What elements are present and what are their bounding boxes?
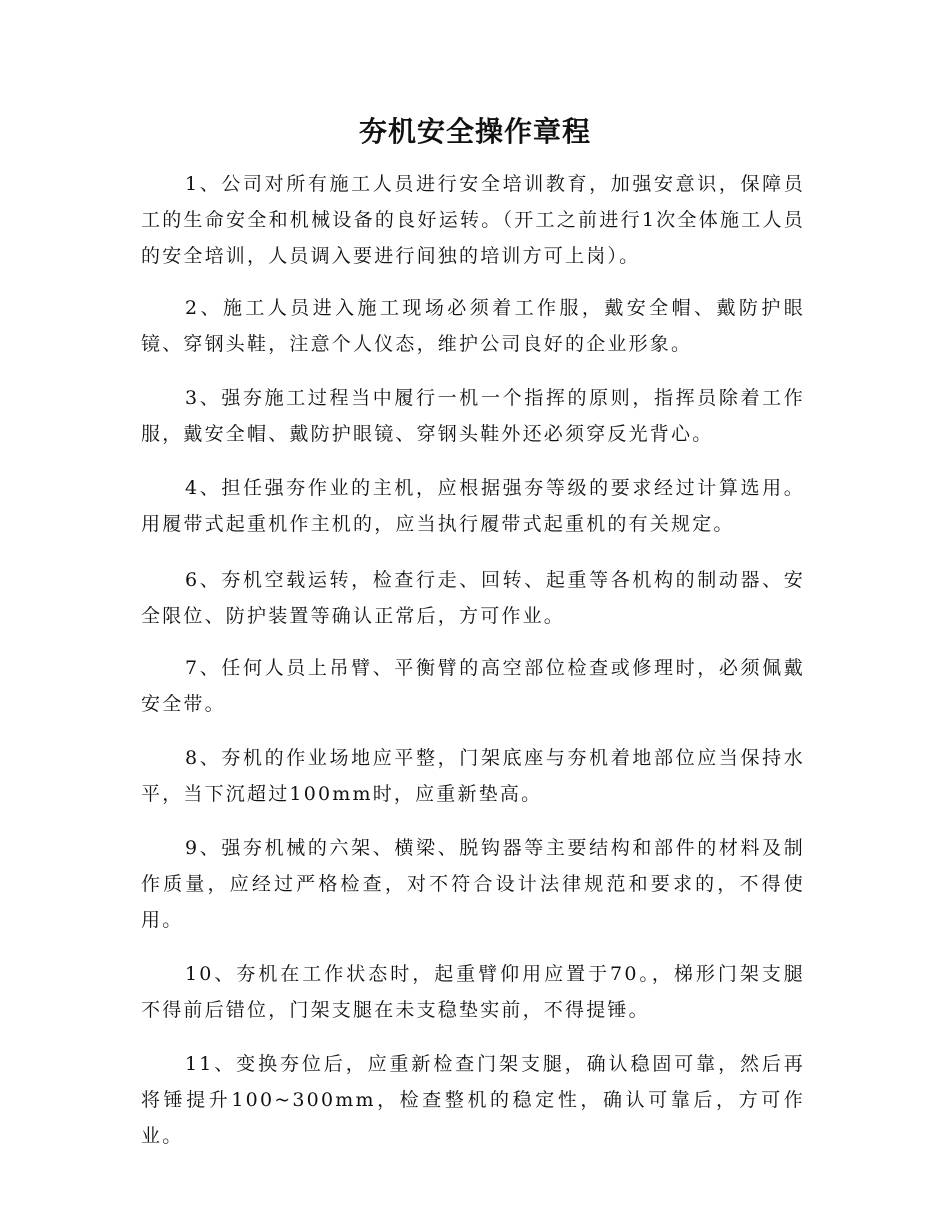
paragraph-6: 6、夯机空载运转，检查行走、回转、起重等各机构的制动器、安全限位、防护装置等确认正常后，方可作业。 (141, 569, 805, 627)
document-title: 夯机安全操作章程 (358, 115, 591, 148)
paragraph-3: 3、强夯施工过程当中履行一机一个指挥的原则，指挥员除着工作服，戴安全帽、戴防护眼镜、穿钢头鞋外还必须穿反光背心。 (141, 387, 805, 445)
paragraph-11: 11、变换夯位后，应重新检查门架支腿，确认稳固可靠，然后再将锤提升100~300mm，检查整机的稳定性，确认可靠后，方可作业。 (141, 1053, 805, 1147)
paragraph-8: 8、夯机的作业场地应平整，门架底座与夯机着地部位应当保持水平，当下沉超过100mm时，应重新垫高。 (141, 747, 805, 805)
paragraph-10: 10、夯机在工作状态时，起重臂仰用应置于70。，梯形门架支腿不得前后错位，门架支腿在未支稳垫实前，不得提锤。 (141, 963, 805, 1021)
paragraph-9: 9、强夯机械的六架、横梁、脱钩器等主要结构和部件的材料及制作质量，应经过严格检查，对不符合设计法律规范和要求的，不得使用。 (141, 837, 805, 931)
paragraph-4: 4、担任强夯作业的主机，应根据强夯等级的要求经过计算选用。用履带式起重机作主机的，应当执行履带式起重机的有关规定。 (141, 477, 805, 535)
paragraph-1: 1、公司对所有施工人员进行安全培训教育，加强安意识，保障员工的生命安全和机械设备的良好运转。（开工之前进行1次全体施工人员的安全培训，人员调入要进行间独的培训方可上岗）。 (141, 173, 805, 267)
paragraph-2: 2、施工人员进入施工现场必须着工作服，戴安全帽、戴防护眼镜、穿钢头鞋，注意个人仪态，维护公司良好的企业形象。 (141, 297, 805, 355)
paragraph-7: 7、任何人员上吊臂、平衡臂的高空部位检查或修理时，必须佩戴安全带。 (141, 657, 805, 715)
